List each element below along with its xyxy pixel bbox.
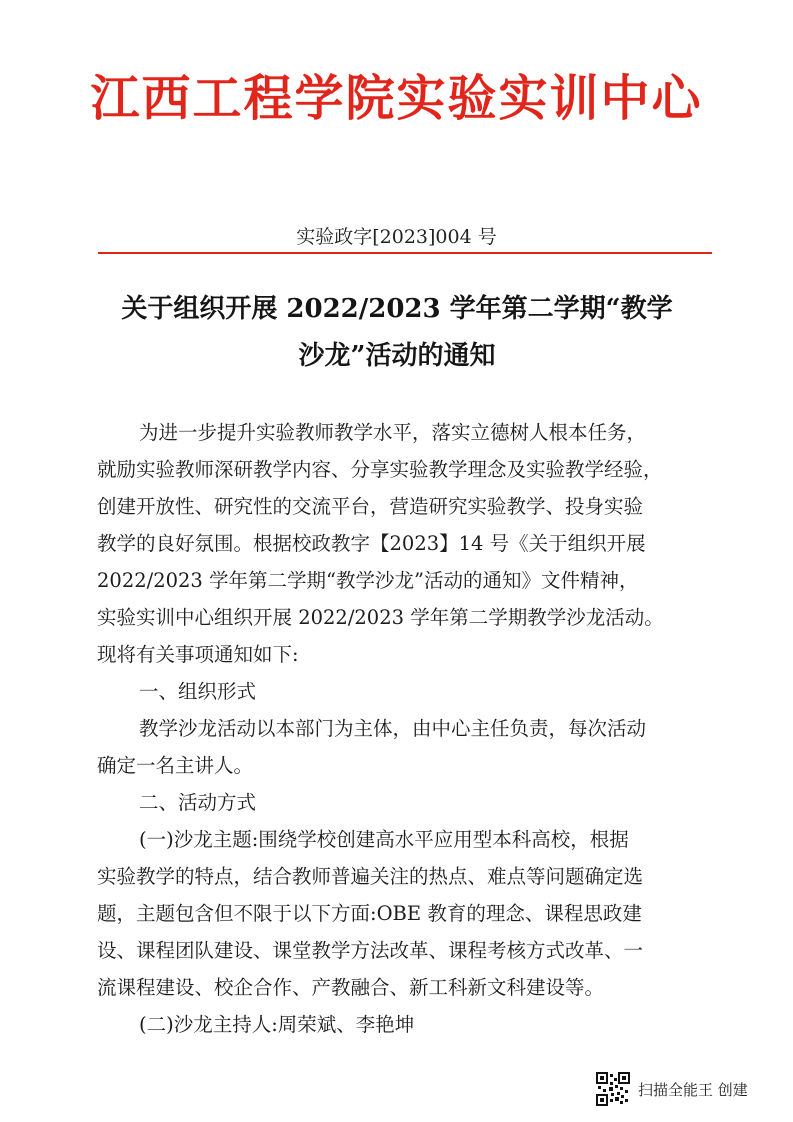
scanner-label: 扫描全能王 创建 [638,1080,748,1099]
scanner-watermark [596,1072,748,1106]
section-heading: 二、活动方式 [139,791,257,814]
body-line: (二)沙龙主持人:周荣斌、李艳坤 [139,1013,415,1036]
body-line: 为进一步提升实验教师教学水平，落实立德树人根本任务， [139,421,647,444]
body-line: 2022/2023 学年第二学期“教学沙龙”活动的通知》文件精神， [97,569,639,592]
body-line: 题，主题包含但不限于以下方面:OBE 教育的理念、课程思政建 [97,902,642,925]
body-line: 实验教学的特点，结合教师普遍关注的热点、难点等问题确定选 [97,865,644,888]
body-line: 教学沙龙活动以本部门为主体，由中心主任负责，每次活动 [139,717,647,740]
notice-body [97,414,725,1043]
red-divider-rule [98,252,712,254]
body-line: 实验实训中心组织开展 2022/2023 学年第二学期教学沙龙活动。 [97,606,664,629]
notice-title-line: 沙龙”活动的通知 [298,341,496,371]
body-line: 教学的良好氛围。根据校政教字【2023】14 号《关于组织开展 [97,532,646,555]
body-line: 设、课程团队建设、课堂教学方法改革、课程考核方式改革、一 [97,939,644,962]
document-number: 实验政字[2023]004 号 [296,226,497,248]
notice-title [88,286,706,380]
body-line: 就励实验教师深研教学内容、分享实验教学理念及实验教学经验， [97,458,663,481]
body-line: 现将有关事项通知如下: [97,643,299,666]
body-line: 流课程建设、校企合作、产教融合、新工科新文科建设等。 [97,976,605,999]
body-line: (一)沙龙主题:围绕学校创建高水平应用型本科高校，根据 [139,828,629,851]
body-line: 确定一名主讲人。 [97,754,254,777]
qr-code-icon [596,1072,630,1106]
body-line: 创建开放性、研究性的交流平台，营造研究实验教学、投身实验 [97,495,644,518]
section-heading: 一、组织形式 [139,680,257,703]
notice-title-line: 关于组织开展 2022/2023 学年第二学期“教学 [121,294,673,324]
organization-header: 江西工程学院实验实训中心 [90,69,703,127]
